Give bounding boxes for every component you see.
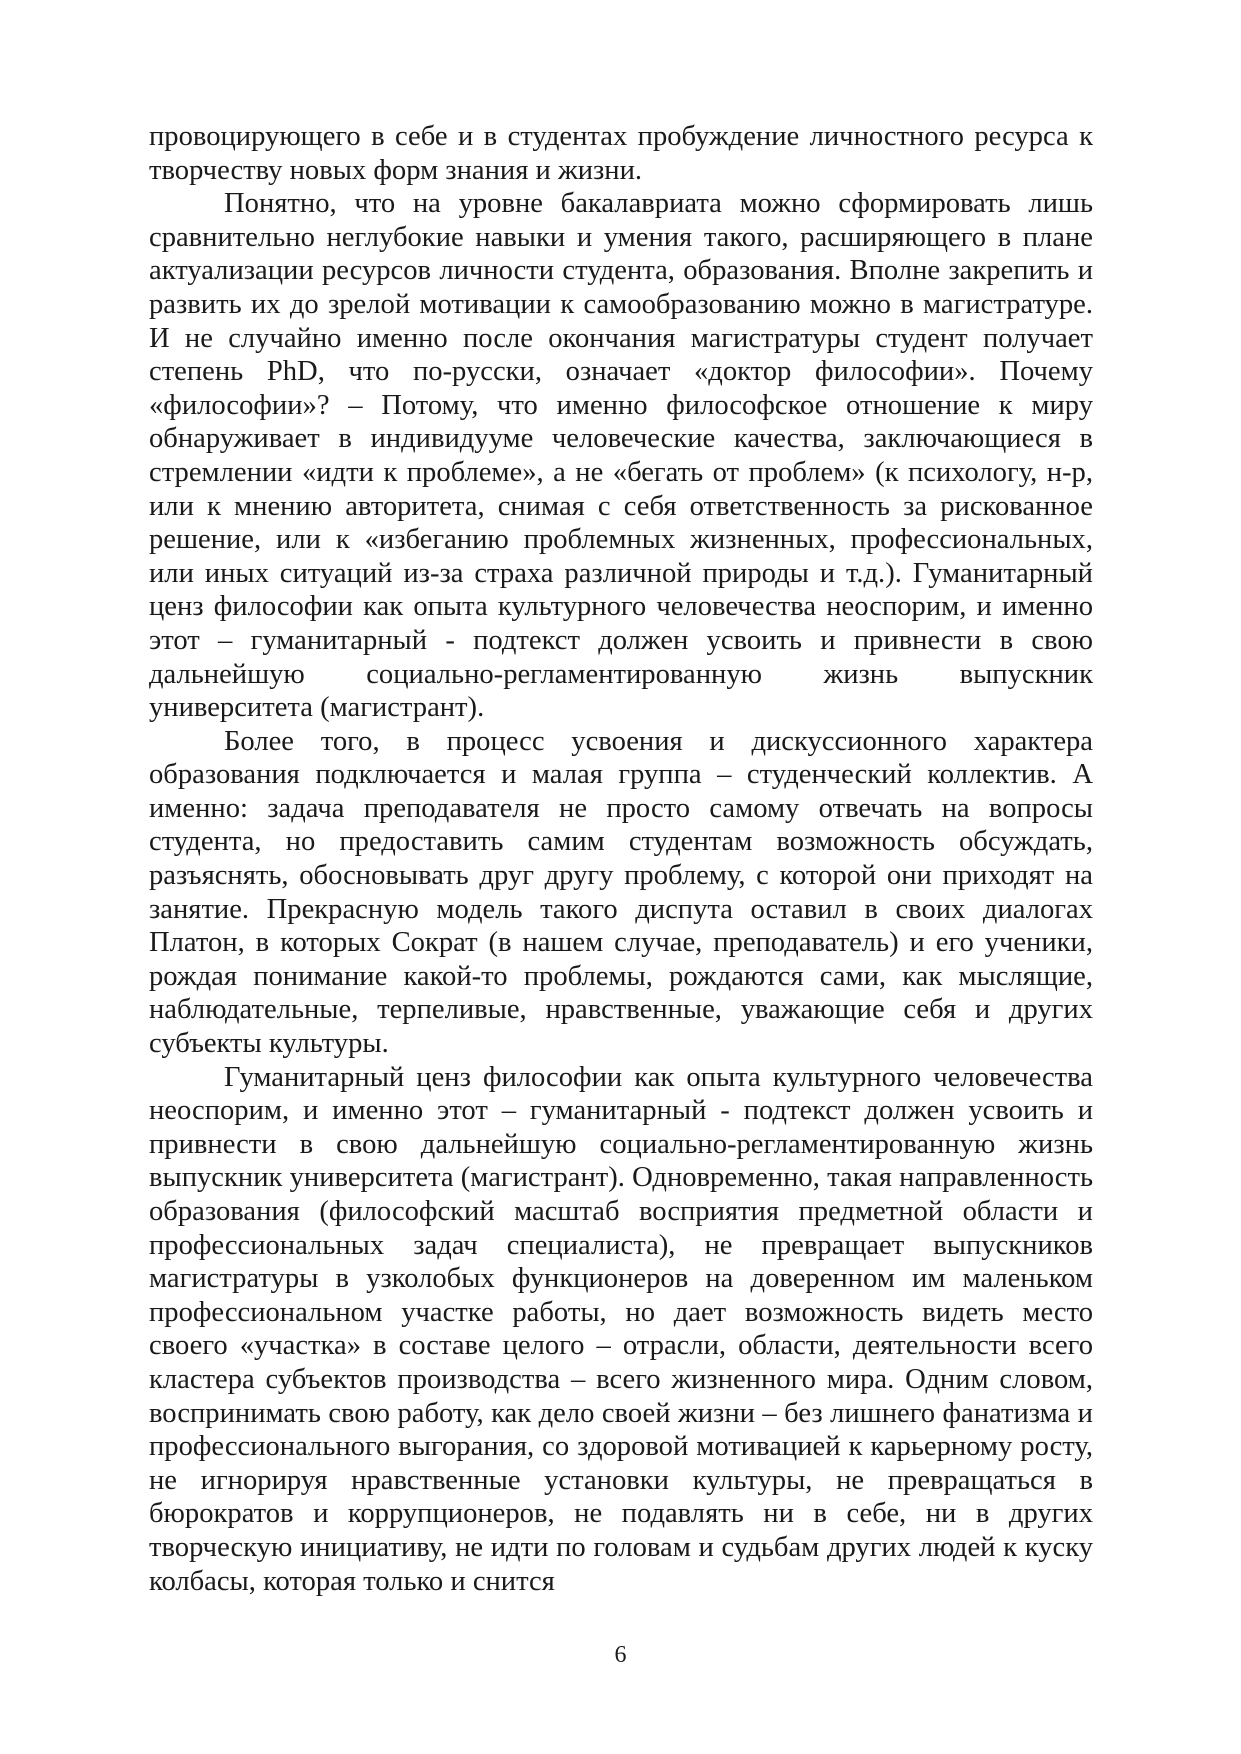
paragraph-bachelor-master: Понятно, что на уровне бакалавриата можно сформировать лишь сравнительно неглубокие навыки и умения такого, расширяющего в плане актуализации ресурсов личности студента, образования. Вполне закрепить и развить их до зрелой мотивации к самообразованию можно в магистратуре. И не случайно именно после окончания магистратуры студент получает степень PhD, что по-русски, означает «доктор философии». Почему «философии»? – Потому, что именно философское отношение к миру обнаруживает в индивидууме человеческие качества, заключающиеся в стремлении «идти к проблеме», а не «бегать от проблем» (к психологу, н-р, или к мнению авторитета, снимая с себя ответственность за рискованное решение, или к «избеганию проблемных жизненных, профессиональных, или иных ситуаций из-за страха различной природы и т.д.). Гуманитарный ценз философии как опыта культурного человечества неоспорим, и именно этот – гуманитарный - подтекст должен усвоить и привнести в свою дальнейшую социально-регламентированную жизнь выпускник университета (магистрант). — [149, 188, 1093, 724]
paragraph-humanitarian-census: Гуманитарный ценз философии как опыта культурного человечества неоспорим, и именно этот – гуманитарный - подтекст должен усвоить и привнести в свою дальнейшую социально-регламентированную жизнь выпускник университета (магистрант). Одновременно, такая направленность образования (философский масштаб восприятия предметной области и профессиональных задач специалиста), не превращает выпускников магистратуры в узколобых функционеров на доверенном им маленьком профессиональном участке работы, но дает возможность видеть место своего «участка» в составе целого – отрасли, области, деятельности всего кластера субъектов производства – всего жизненного мира. Одним словом, воспринимать свою работу, как дело своей жизни – без лишнего фанатизма и профессионального выгорания, со здоровой мотивацией к карьерному росту, не игнорируя нравственные установки культуры, не превращаться в бюрократов и коррупционеров, не подавлять ни в себе, ни в других творческую инициативу, не идти по головам и судьбам других людей к куску колбасы, которая только и снится — [149, 1061, 1093, 1597]
page-number: 6 — [614, 1642, 627, 1668]
paragraph-continuation: провоцирующего в себе и в студентах пробуждение личностного ресурса к творчеству новых форм знания и жизни. — [149, 121, 1093, 186]
paragraph-small-group: Более того, в процесс усвоения и дискуссионного характера образования подключается и малая группа – студенческий коллектив. А именно: задача преподавателя не просто самому отвечать на вопросы студента, но предоставить самим студентам возможность обсуждать, разъяснять, обосновывать друг другу проблему, с которой они приходят на занятие. Прекрасную модель такого диспута оставил в своих диалогах Платон, в которых Сократ (в нашем случае, преподаватель) и его ученики, рождая понимание какой-то проблемы, рождаются сами, как мыслящие, наблюдательные, терпеливые, нравственные, уважающие себя и других субъекты культуры. — [149, 725, 1093, 1060]
page-body — [149, 120, 1093, 1598]
